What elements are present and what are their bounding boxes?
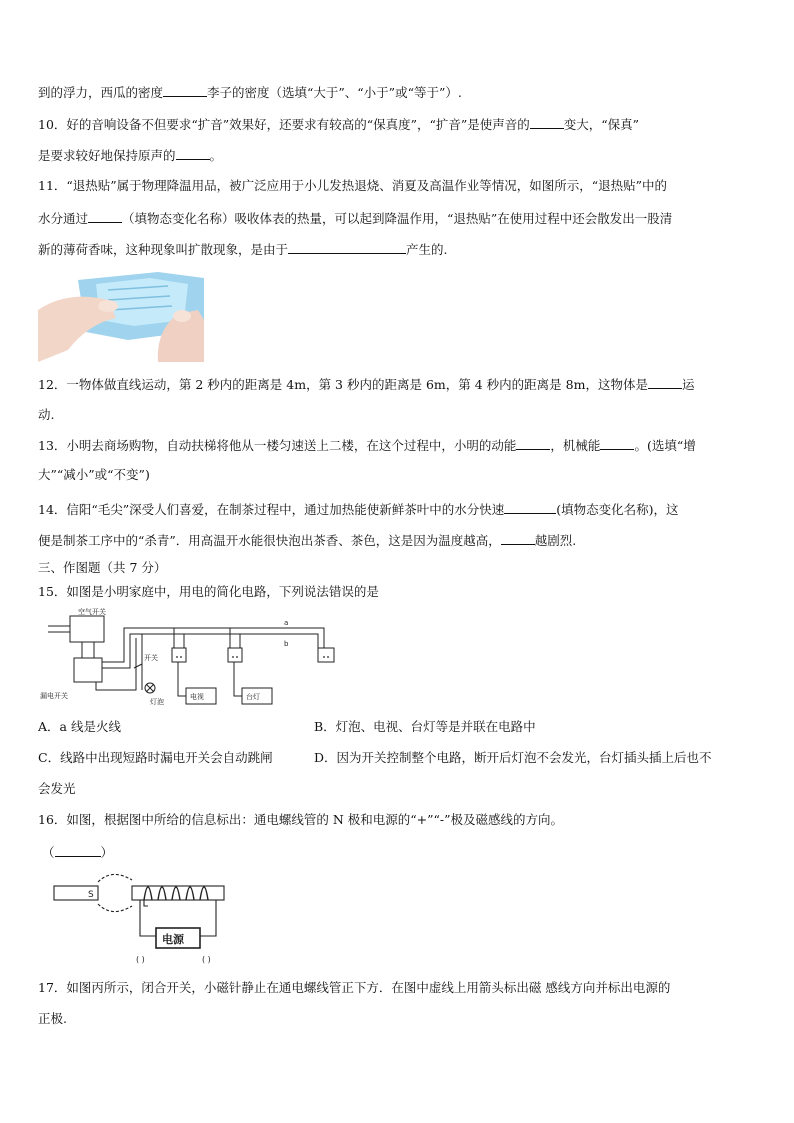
household-circuit-diagram [38, 604, 338, 710]
q14-text-a: 14．信阳“毛尖”深受人们喜爱，在制茶过程中，通过加热能使新鲜茶叶中的水分快速 [38, 502, 505, 517]
answer-blank[interactable] [600, 437, 634, 450]
q15-option-d-row [314, 750, 712, 766]
q11-text-d: 新的薄荷香味，这种现象叫扩散现象，是由于 [38, 242, 289, 257]
q9-text-a: 到的浮力，西瓜的密度 [38, 85, 164, 100]
q15-options-row3 [38, 781, 76, 797]
answer-blank[interactable] [163, 84, 207, 97]
q10-text-a: 10．好的音响设备不但要求“扩音”效果好，还要求有较高的“保真度”，“扩音”是使声音的 [38, 117, 530, 132]
bulb-label: 灯泡 [150, 698, 164, 706]
q13-text-b: ，机械能 [550, 438, 601, 453]
wire-a-label: a [284, 619, 289, 627]
answer-blank[interactable] [516, 437, 550, 450]
right-pole-blank[interactable]: ( ) [202, 955, 211, 964]
q15-stem-text: 15．如图是小明家庭中，用电的简化电路，下列说法错误的是 [38, 584, 379, 599]
q12-text-c: 动. [38, 407, 55, 422]
answer-blank[interactable] [88, 210, 122, 223]
q14-line1 [38, 501, 678, 518]
q17-text-b: 正极. [38, 1011, 67, 1026]
answer-blank[interactable] [176, 147, 210, 160]
q10-text-c: 是要求较好地保持原声的 [38, 148, 176, 163]
q13-line2 [38, 467, 150, 483]
answer-blank[interactable] [648, 376, 682, 389]
answer-blank[interactable] [504, 501, 556, 514]
q15-options-row1 [38, 719, 121, 735]
q10-line2 [38, 147, 222, 164]
q12-text-b: 运 [681, 377, 695, 392]
paren-close: ） [100, 845, 114, 860]
q15-option-b-row [314, 719, 536, 735]
q11-text-a: 11．“退热贴”属于物理降温用品，被广泛应用于小儿发热退烧、消夏及高温作业等情况，如图所示，“退热贴”中的 [38, 178, 667, 193]
q11-text-e: 产生的. [406, 242, 448, 257]
tv-label: 电视 [190, 693, 204, 701]
q17-line1 [38, 980, 670, 996]
air-switch-label: 空气开关 [78, 608, 106, 616]
solenoid-diagram [52, 870, 242, 966]
option-b[interactable]: B．灯泡、电视、台灯等是并联在电路中 [314, 719, 536, 734]
q14-line2 [38, 532, 576, 549]
answer-blank[interactable] [501, 532, 535, 545]
answer-blank[interactable] [288, 241, 406, 254]
option-d[interactable]: D．因为开关控制整个电路，断开后灯泡不会发光，台灯插头插上后也不 [314, 750, 712, 765]
leak-switch-label: 漏电开关 [40, 692, 68, 700]
q17-line2 [38, 1011, 67, 1027]
q11-text-b: 水分通过 [38, 211, 89, 226]
power-source-label: 电源 [162, 933, 184, 946]
q13-text-a: 13．小明去商场购物，自动扶梯将他从一楼匀速送上二楼，在这个过程中，小明的动能 [38, 438, 517, 453]
left-pole-blank[interactable]: ( ) [136, 955, 145, 964]
q13-text-c: 。(选填“增 [634, 438, 696, 453]
q11-line1 [38, 178, 667, 194]
q13-line1 [38, 437, 696, 454]
option-d-continued: 会发光 [38, 781, 76, 796]
q16-stem-text: 16．如图，根据图中所给的信息标出：通电螺线管的 N 极和电源的“+”“-”极及磁感线的方向。 [38, 812, 564, 827]
q15-options-row2 [38, 750, 273, 766]
answer-blank[interactable] [55, 844, 101, 857]
q11-text-c: （填物态变化名称）吸收体表的热量，可以起到降温作用，“退热贴”在使用过程中还会散发出一股清 [122, 211, 673, 226]
q11-line3 [38, 241, 448, 258]
q10-text-d: 。 [209, 148, 223, 163]
option-c[interactable]: C．线路中出现短路时漏电开关会自动跳闸 [38, 750, 273, 765]
switch-label: 开关 [144, 654, 158, 662]
s-pole-label: S [88, 890, 94, 900]
lamp-label: 台灯 [246, 693, 260, 701]
paren-open: （ [42, 845, 55, 860]
q12-line2 [38, 407, 54, 423]
option-a[interactable]: A．a 线是火线 [38, 719, 121, 734]
q16-answer-line [42, 844, 113, 861]
section-title: 三、作图题（共 7 分） [38, 560, 167, 575]
q14-text-b: (填物态变化名称)，这 [556, 502, 679, 517]
q14-text-c: 便是制茶工序中的“杀青”．用高温开水能很快泡出茶香、茶色，这是因为温度越高， [38, 533, 501, 548]
q12-text-a: 12．一物体做直线运动，第 2 秒内的距离是 4m，第 3 秒内的距离是 6m，第 4 秒内的距离是 8m，这物体是 [38, 377, 648, 392]
q16-stem [38, 812, 563, 828]
q11-line2 [38, 210, 672, 227]
q12-line1 [38, 376, 694, 393]
cooling-patch-photo [38, 270, 204, 362]
q10-text-b: 变大，“保真” [563, 117, 640, 132]
q9-line1 [38, 84, 462, 101]
section-heading [38, 560, 166, 576]
q14-text-d: 越剧烈. [534, 533, 577, 548]
q13-text-d: 大”“减小”或“不变”) [38, 467, 150, 482]
q9-text-b: 李子的密度（选填“大于”、“小于”或“等于”）. [207, 85, 462, 100]
wire-b-label: b [284, 640, 289, 648]
q17-text-a: 17．如图丙所示，闭合开关，小磁针静止在通电螺线管正下方．在图中虚线上用箭头标出磁 感线方向并标出电源的 [38, 980, 671, 995]
q10-line1 [38, 116, 639, 133]
answer-blank[interactable] [530, 116, 564, 129]
q15-stem [38, 584, 379, 600]
